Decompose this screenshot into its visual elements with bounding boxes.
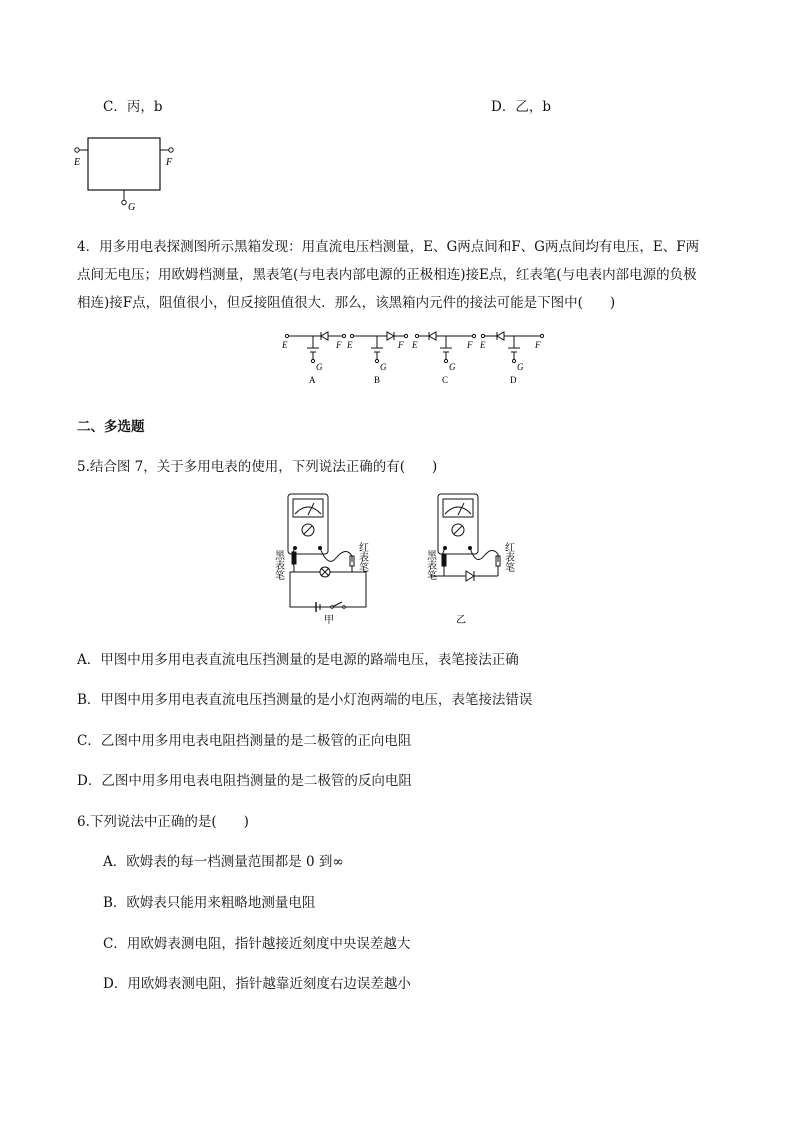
terminal-f-label: F [166, 157, 173, 168]
q6-option-c: C．用欧姆表测电阻，指针越接近刻度中央误差越大 [103, 936, 411, 952]
circuit-b-label: B [374, 375, 381, 385]
q4-line-1: 4．用多用电表探测图所示黑箱发现：用直流电压档测量，E、G两点间和F、G两点间均有电压，E、F两 [77, 239, 700, 255]
circuit-c-g: G [449, 362, 456, 372]
q6-option-b: B．欧姆表只能用来粗略地测量电阻 [103, 895, 316, 911]
q6-option-a: A．欧姆表的每一档测量范围都是 0 到∞ [103, 854, 344, 870]
circuit-a-e: E [282, 340, 288, 350]
circuit-a-label: A [309, 375, 316, 385]
circuit-a-f: F [336, 340, 342, 350]
yi-black-probe-label: 黑表笔 [424, 550, 436, 580]
q6-stem: 6.下列说法中正确的是( ) [77, 814, 249, 830]
yi-red-probe-label: 红表笔 [502, 542, 514, 572]
circuit-b-f: F [398, 340, 404, 350]
section-title: 二、多选题 [77, 419, 145, 435]
q3-option-d: D．乙，b [491, 99, 551, 115]
jia-red-probe-label: 红表笔 [356, 542, 368, 572]
figure-jia [288, 494, 366, 612]
circuit-b-e: E [347, 340, 353, 350]
q5-option-b: B．甲图中用多用电表直流电压挡测量的是小灯泡两端的电压，表笔接法错误 [77, 692, 533, 708]
circuit-d-f: F [535, 340, 541, 350]
q4-line-2: 点间无电压；用欧姆档测量，黑表笔(与电表内部电源的正极相连)接E点，红表笔(与电表内部电源的负极 [77, 267, 697, 283]
terminal-e-label: E [74, 157, 81, 168]
jia-caption: 甲 [324, 615, 334, 626]
q5-stem: 5.结合图 7，关于多用电表的使用，下列说法正确的有( ) [77, 459, 438, 475]
yi-caption: 乙 [456, 615, 466, 626]
circuit-c-f: F [467, 340, 473, 350]
black-box-figure [70, 128, 190, 218]
jia-black-probe-label: 黑表笔 [272, 550, 284, 580]
q5-figures [270, 490, 530, 630]
q5-option-d: D．乙图中用多用电表电阻挡测量的是二极管的反向电阻 [77, 773, 412, 789]
circuit-b-g: G [380, 362, 387, 372]
circuit-a-g: G [316, 362, 323, 372]
circuit-d-label: D [510, 375, 517, 385]
circuit-d-e: E [480, 340, 486, 350]
q5-option-c: C．乙图中用多用电表电阻挡测量的是二极管的正向电阻 [77, 733, 412, 749]
q4-circuit-choices [278, 326, 550, 388]
q5-option-a: A．甲图中用多用电表直流电压挡测量的是电源的路端电压，表笔接法正确 [77, 652, 519, 668]
q6-option-d: D．用欧姆表测电阻，指针越靠近刻度右边误差越小 [103, 976, 411, 992]
circuit-d-g: G [517, 362, 524, 372]
terminal-g-label: G [128, 202, 136, 213]
q4-line-3: 相连)接F点，阻值很小，但反接阻值很大．那么，该黑箱内元件的接法可能是下图中( ) [77, 295, 616, 311]
q3-option-c: C．丙，b [103, 99, 163, 115]
circuit-c-e: E [412, 340, 418, 350]
circuit-c-label: C [442, 375, 449, 385]
figure-yi [430, 494, 500, 581]
